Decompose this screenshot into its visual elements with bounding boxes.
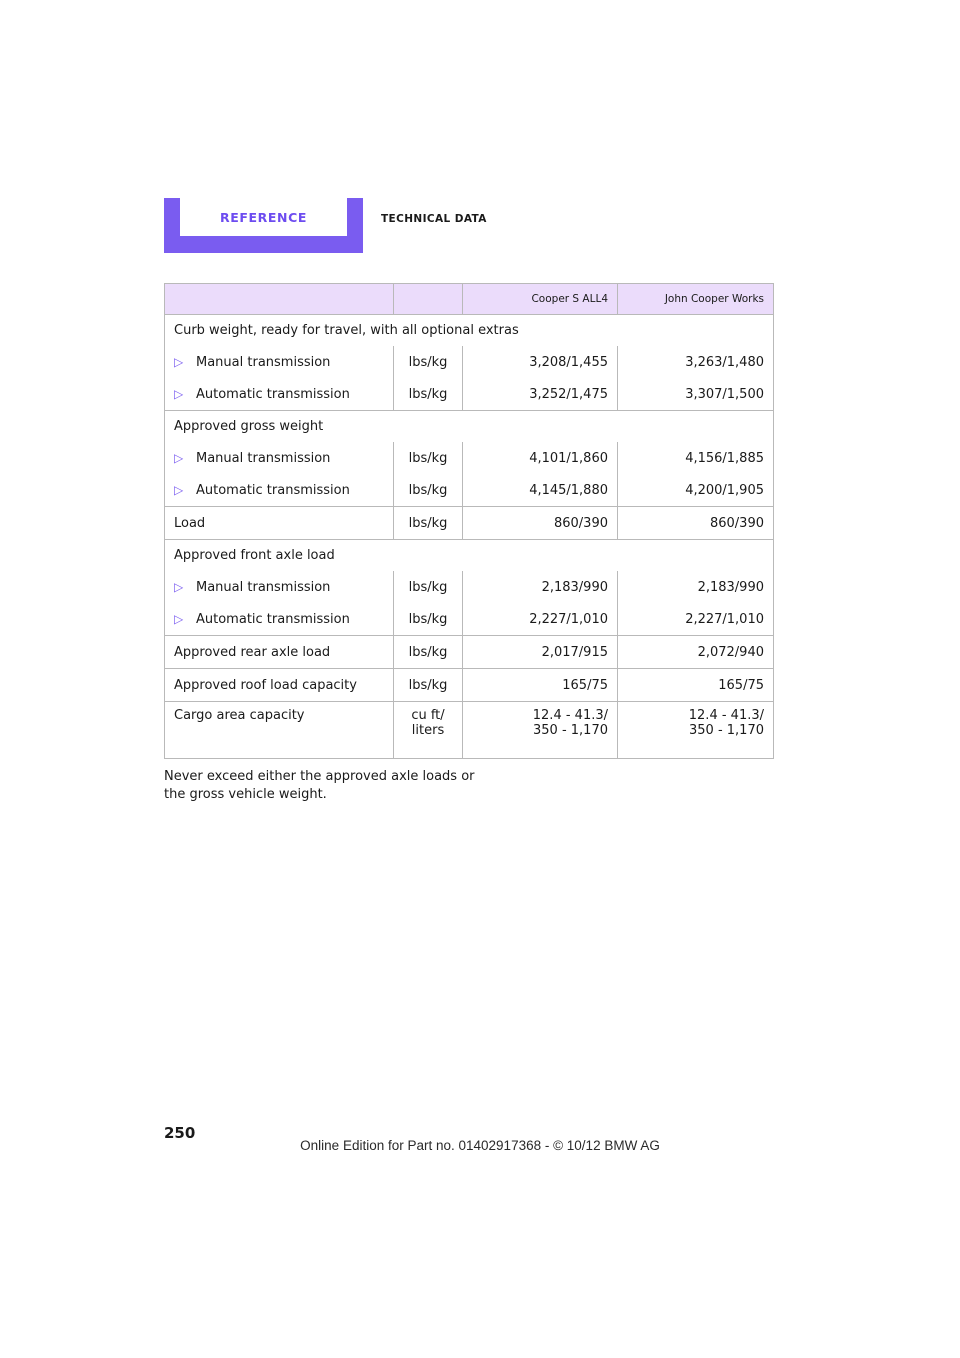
triangle-bullet-icon: ▷ [174,611,184,626]
value-cooper-s-all4: 3,208/1,455 [463,346,618,378]
value-line: 12.4 - 41.3/ [688,708,764,723]
row-unit: lbs/kg [394,507,463,540]
value-cooper-s-all4: 2,183/990 [463,571,618,603]
row-label: Automatic transmission [196,386,350,402]
row-unit: lbs/kg [394,603,463,636]
header-col-unit [394,284,463,315]
table-row [165,603,774,636]
table-row [165,315,774,347]
row-label: Approved rear axle load [165,636,394,669]
reference-tab-label: REFERENCE [180,198,347,236]
table-row [165,636,774,669]
row-group-title: Approved gross weight [165,411,774,443]
row-label: Manual transmission [196,450,331,466]
row-label: Approved roof load capacity [165,669,394,702]
row-group-title: Curb weight, ready for travel, with all optional extras [165,315,774,347]
weights-table [164,283,774,759]
table-row [165,474,774,507]
value-jcw: 2,072/940 [618,636,774,669]
value-jcw: 3,307/1,500 [618,378,774,411]
value-jcw: 860/390 [618,507,774,540]
header-col-cooper-s-all4: Cooper S ALL4 [463,284,618,315]
triangle-bullet-icon: ▷ [174,579,184,594]
value-cooper-s-all4: 4,101/1,860 [463,442,618,474]
triangle-bullet-icon: ▷ [174,354,184,369]
row-group-title: Approved front axle load [165,540,774,572]
row-label: Load [165,507,394,540]
triangle-bullet-icon: ▷ [174,386,184,401]
row-label: Manual transmission [196,354,331,370]
triangle-bullet-icon: ▷ [174,450,184,465]
value-jcw: 2,227/1,010 [618,603,774,636]
value-jcw: 165/75 [618,669,774,702]
row-unit: lbs/kg [394,669,463,702]
value-cooper-s-all4 [463,702,618,759]
table-row [165,540,774,572]
value-jcw: 3,263/1,480 [618,346,774,378]
table-row [165,378,774,411]
unit-line: liters [411,723,445,738]
row-label: Manual transmission [196,579,331,595]
page-number: 250 [164,1124,196,1142]
value-jcw: 2,183/990 [618,571,774,603]
row-unit: lbs/kg [394,442,463,474]
header-col-john-cooper-works: John Cooper Works [618,284,774,315]
value-jcw: 4,156/1,885 [618,442,774,474]
value-cooper-s-all4: 860/390 [463,507,618,540]
value-line: 350 - 1,170 [689,723,764,738]
weight-warning-note: Never exceed either the approved axle loads or the gross vehicle weight. [164,769,475,802]
row-unit: lbs/kg [394,378,463,411]
row-unit: lbs/kg [394,571,463,603]
value-cooper-s-all4: 4,145/1,880 [463,474,618,507]
row-unit: lbs/kg [394,636,463,669]
value-line: 350 - 1,170 [533,723,608,738]
row-label: Automatic transmission [196,482,350,498]
row-label: Automatic transmission [196,611,350,627]
edition-footer: Online Edition for Part no. 01402917368 - © 10/12 BMW AG [300,1138,660,1153]
value-jcw [618,702,774,759]
value-line: 12.4 - 41.3/ [532,708,608,723]
unit-line: cu ft/ [411,708,445,723]
value-cooper-s-all4: 3,252/1,475 [463,378,618,411]
table-row [165,411,774,443]
triangle-bullet-icon: ▷ [174,482,184,497]
header-col-label [165,284,394,315]
table-row [165,702,774,759]
row-label: Cargo area capacity [165,702,394,759]
row-unit [394,702,463,759]
value-cooper-s-all4: 2,227/1,010 [463,603,618,636]
row-unit: lbs/kg [394,346,463,378]
table-row [165,669,774,702]
table-row [165,346,774,378]
section-title: TECHNICAL DATA [381,213,487,225]
table-row [165,571,774,603]
table-header-row [165,284,774,315]
table-row [165,507,774,540]
value-cooper-s-all4: 2,017/915 [463,636,618,669]
value-cooper-s-all4: 165/75 [463,669,618,702]
row-unit: lbs/kg [394,474,463,507]
table-row [165,442,774,474]
value-jcw: 4,200/1,905 [618,474,774,507]
